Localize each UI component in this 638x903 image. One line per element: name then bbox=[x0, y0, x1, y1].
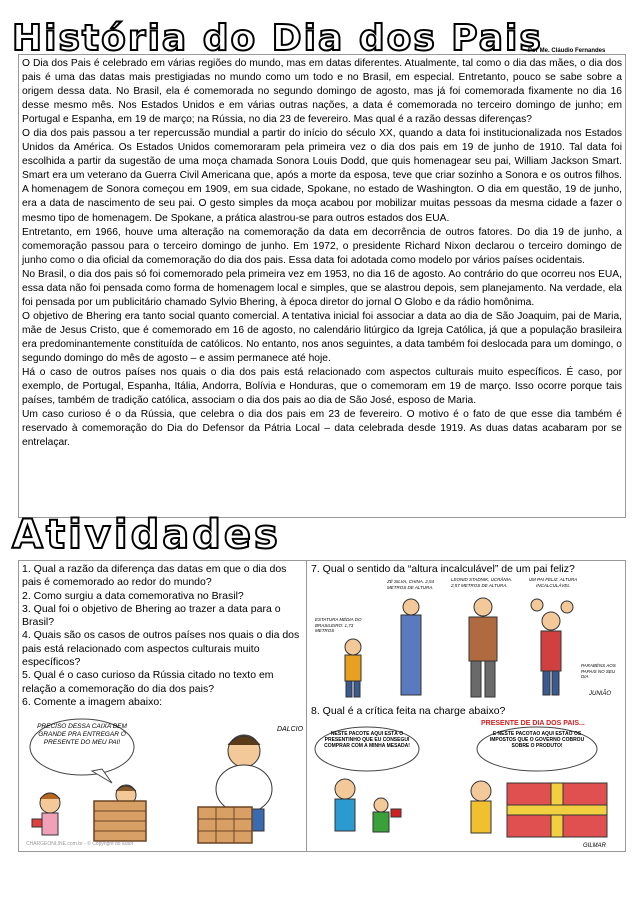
paragraph: O Dia dos Pais é celebrado em várias regiões do mundo, mas em datas diferentes. Atualmente, tal como o dia das mães, o dia dos pais é uma das datas mais prestigiadas no mundo como um todo e no Brasil, em especial. Entretanto, pouco se sabe sobre a origem dessa data. No Brasil, ela é comemorada no segundo domingo de agosto, mas já foi comemorada fixamente no dia 16 desse mesmo mês. Nos Estados Unidos e em várias outras nações, a data é comemorada no terceiro domingo de junho; em Portugal e Espanha, em 19 de março; na Rússia, no dia 23 de fevereiro. Mas qual é a razão dessas diferenças? bbox=[22, 58, 622, 126]
activities-box bbox=[18, 560, 626, 852]
history-text-box bbox=[18, 54, 626, 518]
paragraph: O objetivo de Bhering era tanto social quanto comercial. A tentativa inicial foi associar a data ao dia de São Joaquim, pai de Maria, mãe de Jesus Cristo, que é comemorado em 16 de agosto, no calendário litúrgico da Igreja Católica, já que a população brasileira era predominantemente constituída de católicos. No entanto, nos anos seguintes, a data também foi deslocada para um domingo, o segundo domingo do mês de agosto – e assim permanece até hoje. bbox=[22, 310, 622, 364]
column-divider bbox=[306, 561, 307, 851]
question-6: 6. Comente a imagem abaixo: bbox=[22, 695, 163, 708]
paragraph: O dia dos pais passou a ter repercussão mundial a partir do início do século XX, quando a data foi institucionalizada nos Estados Unidos da América. Os Estados Unidos comemoraram pela primeira vez o dia dos pais em 19 de junho de 1910. Tal data foi escolhida a partir da sugestão de uma moça chamada Sonora Louis Dodd, que quis homenagear seu pai, William Jackson Smart. Smart era um veterano da Guerra Civil Americana que, após a morte da esposa, teve que criar sozinho a Sonora e os outros filhos. A homenagem de Sonora começou em 1909, em sua cidade, Spokane, no estado de Washington. O dia em questão, 19 de junho, era a data de nascimento de seu pai. O gesto simples da moça acabou por mobilizar muitas pessoas da mesma cidade a fazer o mesmo tipo de homenagem. De Spokane, a prática alastrou-se para outros estados dos EUA. bbox=[22, 128, 622, 224]
cartoon7-label-average: ESTATURA MÉDIA DO BRASILEIRO: 1,73 METROS bbox=[315, 617, 362, 633]
cartoon7-footer: PARABÉNS AOS PAPAIS NO SEU DIA bbox=[581, 663, 616, 679]
question-4: 4. Quais são os casos de outros países nos quais o dia dos pais está relacionado com aspectos culturais muito específicos? bbox=[22, 629, 300, 669]
cartoon7-signature: JUNIÃO bbox=[589, 691, 612, 697]
question-1: 1. Qual a razão da diferença das datas em que o dia dos pais é comemorado ao redor do mundo? bbox=[22, 563, 287, 589]
cartoon6-speech: PRECISO DESSA CAIXA BEM GRANDE PRA ENTREGAR O PRESENTE DO MEU PAI! bbox=[37, 723, 127, 746]
paragraph: No Brasil, o dia dos pais só foi comemorado pela primeira vez em 1953, no dia 16 de agosto. Ao contrário do que ocorreu nos EUA, essa data não foi pensada como forma de homenagem local e simples, que se alastrou depois, sem planejamento. Na verdade, ela foi pensada por um publicitário chamado Sylvio Bhering, à época diretor do jornal O Globo e da rádio homônima. bbox=[22, 268, 622, 308]
paragraph: Um caso curioso é o da Rússia, que celebra o dia dos pais em 23 de fevereiro. O motivo é o fato de que esse dia também é reservado à comemoração do Dia do Defensor da Pátria Local – data celebrada desde 1919. As duas datas acabaram por se entrelaçar. bbox=[22, 409, 622, 449]
cartoon-gift-box bbox=[22, 711, 303, 849]
cartoon-height-comparison bbox=[311, 577, 623, 703]
cartoon7-label-leonid: LEONID STADNIK, UCRÂNIA. 2,57 METROS DE ALTURA. bbox=[451, 577, 513, 588]
question-8: 8. Qual é a crítica feita na charge abaixo? bbox=[311, 705, 506, 717]
question-3: 3. Qual foi o objetivo de Bhering ao trazer a data para o Brasil? bbox=[22, 602, 281, 629]
cartoon7-label-happy: UM PAI FELIZ. ALTURA INCALCULÁVEL bbox=[528, 577, 578, 588]
question-2: 2. Como surgiu a data comemorativa no Brasil? bbox=[22, 589, 244, 602]
activities-title: Atividades bbox=[12, 512, 281, 558]
left-questions bbox=[22, 563, 302, 709]
paragraph: Há o caso de outros países nos quais o dia dos pais está relacionado com aspectos culturais muito específicos. É caso, por exemplo, de Portugal, Espanha, Itália, Andorra, Bolívia e Honduras, que o comemoram em 19 de março. Isso ocorre porque tais países, também de tradição católica, associam o dia dos pais ao dia de São José, esposo de Maria. bbox=[22, 367, 622, 407]
cartoon8-bubble-child: NESTE PACOTE AQUI ESTÁ O PRESENTINHO QUE EU CONSEGUI COMPRAR COM A MINHA MESADA! bbox=[324, 731, 410, 749]
header bbox=[12, 20, 632, 58]
author-byline: Por Me. Cláudio Fernandes bbox=[528, 48, 606, 54]
question-7: 7. Qual o sentido da “altura incalculável” de um pai feliz? bbox=[311, 563, 575, 575]
paragraph: Entretanto, em 1966, houve uma alteração na comemoração da data em decorrência de outros fatores. Do dia 19 de junho, a comemoração passou para o terceiro domingo de junho. Em 1972, o presidente Richard Nixon declarou o terceiro domingo de junho como o dia oficial da comemoração do dia dos pais. Essa data foi adotada como modelo por vários países ocidentais. bbox=[22, 226, 622, 266]
page-title: História do Dia dos Pais bbox=[12, 18, 543, 59]
cartoon8-signature: GILMAR bbox=[583, 843, 607, 849]
cartoon8-bubble-gov: E NESTE PACOTÃO AQUI ESTÃO OS IMPOSTOS QUE O GOVERNO COBROU SOBRE O PRODUTO! bbox=[489, 731, 585, 749]
cartoon7-label-ze: ZÉ SILVA, CHINA. 2,54 METROS DE ALTURA. bbox=[387, 579, 435, 590]
cartoon6-credit: CHARGEONLINE.com.br - © Copyright do autor bbox=[26, 841, 134, 847]
cartoon6-signature: DALCIO bbox=[277, 726, 303, 733]
cartoon-taxes bbox=[311, 719, 623, 851]
question-5: 5. Qual é o caso curioso da Rússia citado no texto em relação a comemoração do dia dos pais? bbox=[22, 669, 274, 695]
cartoon8-banner: PRESENTE DE DIA DOS PAIS... bbox=[481, 720, 585, 727]
